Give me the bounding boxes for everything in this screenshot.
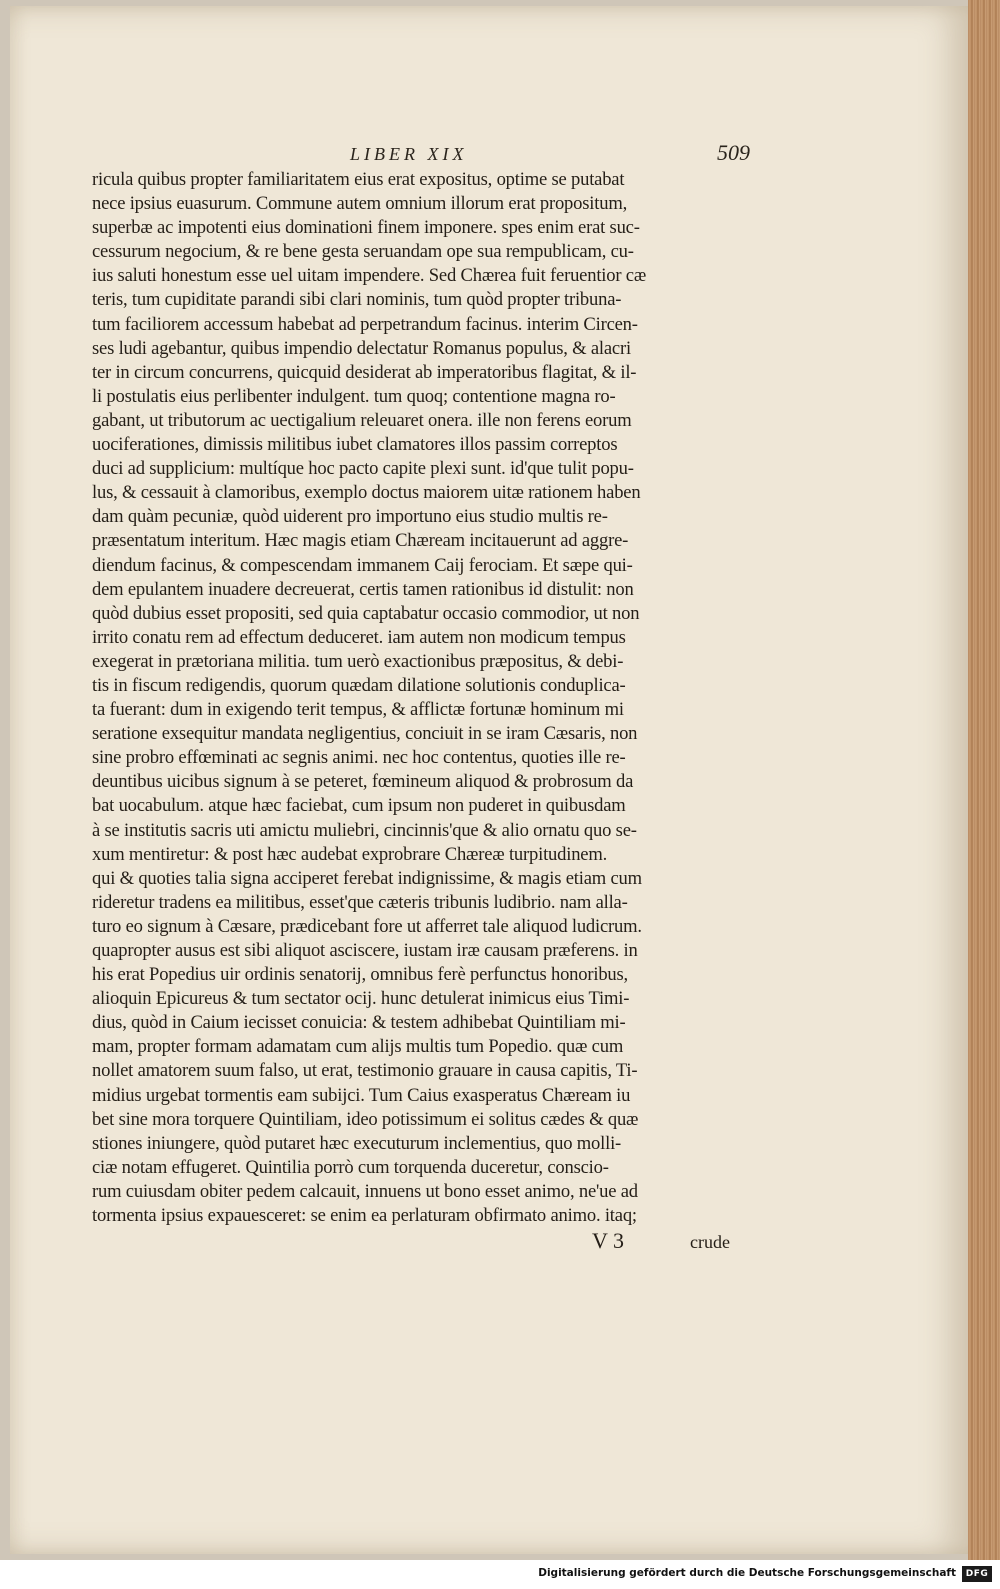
text-block <box>92 168 748 1228</box>
text-line: superbæ ac impotenti eius dominationi finem imponere. spes enim erat suc- <box>92 217 640 239</box>
text-line: ta fuerant: dum in exigendo terit tempus, & afflictæ fortunæ hominum mi <box>92 699 624 721</box>
text-line: nollet amatorem suum falso, ut erat, testimonio grauare in causa capitis, Ti- <box>92 1060 638 1082</box>
text-line: stiones iniungere, quòd putaret hæc executurum inclementius, quo molli- <box>92 1132 622 1154</box>
text-line: seratione exsequitur mandata negligentius, conciuit in se iram Cæsaris, non <box>92 723 638 745</box>
text-line: turo eo signum à Cæsare, prædicebant fore ut afferret tale aliquod ludicrum. <box>92 915 642 937</box>
text-line: his erat Popedius uir ordinis senatorij, omnibus ferè perfunctus honoribus, <box>92 964 629 986</box>
text-line: uociferationes, dimissis militibus iubet clamatores illos passim correptos <box>92 434 618 456</box>
text-line: tum faciliorem accessum habebat ad perpetrandum facinus. interim Circen- <box>92 313 638 335</box>
text-line: ter in circum concurrens, quicquid desiderat ab imperatoribus flagitat, & il- <box>92 361 637 383</box>
text-line: quapropter ausus est sibi aliquot asciscere, iustam iræ causam præferens. in <box>92 940 638 961</box>
text-line: dius, quòd in Caium iecisset conuicia: & testem adhibebat Quintiliam mi- <box>92 1012 626 1034</box>
text-line: ricula quibus propter familiaritatem eius erat expositus, optime se putabat <box>92 169 625 190</box>
text-line: exegerat in prætoriana militia. tum uerò exactionibus præpositus, & debi- <box>92 650 624 672</box>
text-line: qui & quoties talia signa acciperet ferebat indignissime, & magis etiam cum <box>92 867 642 889</box>
text-line: à se institutis sacris uti amictu muliebri, cincinnis'que & alio ornatu quo se- <box>92 819 637 841</box>
running-head: LIBER XIX <box>350 144 468 164</box>
text-line: teris, tum cupiditate parandi sibi clari nominis, tum quòd propter tribuna- <box>92 289 622 311</box>
text-line: tis in fiscum redigendis, quorum quædam dilatione solutionis conduplica- <box>92 674 626 696</box>
signature-mark: V 3 <box>592 1228 624 1253</box>
text-line: præsentatum interitum. Hæc magis etiam Chæream incitauerunt ad aggre- <box>92 530 629 552</box>
text-line: mam, propter formam adamatam cum alijs multis tum Popedio. quæ cum <box>92 1036 624 1058</box>
text-line: nece ipsius euasurum. Commune autem omnium illorum erat propositum, <box>92 193 628 215</box>
text-line: rideretur tradens ea militibus, esset'que cæteris tribunis ludibrio. nam alla- <box>92 891 628 913</box>
text-line: bat uocabulum. atque hæc faciebat, cum ipsum non puderet in quibusdam <box>92 795 626 817</box>
text-line: li postulatis eius perlibenter indulgent. tum quoq; contentione magna ro- <box>92 385 616 407</box>
text-line: lus, & cessauit à clamoribus, exemplo doctus maiorem uitæ rationem haben <box>92 482 641 504</box>
text-line: dem epulantem inuadere decreuerat, certis tamen rationibus id distulit: non <box>92 578 634 600</box>
book-page <box>10 6 968 1554</box>
text-line: duci ad supplicium: multíque hoc pacto capite plexi sunt. id'que tulit popu- <box>92 458 634 480</box>
text-line: alioquin Epicureus & tum sectator ocij. hunc detulerat inimicus eius Timi- <box>92 988 630 1010</box>
page-number: 509 <box>717 140 750 165</box>
text-line: bet sine mora torquere Quintiliam, ideo potissimum ei solitus cædes & quæ <box>92 1108 639 1130</box>
text-line: quòd dubius esset propositi, sed quia captabatur occasio commodior, ut non <box>92 602 640 624</box>
catchword: crude <box>690 1232 730 1252</box>
text-line: tormenta ipsius expauesceret: se enim ea perlaturam obfirmato animo. itaq; <box>92 1205 637 1227</box>
text-line: sine probro effœminati ac segnis animi. nec hoc contentus, quoties ille re- <box>92 747 626 769</box>
text-line: dam quàm pecuniæ, quòd uiderent pro importuno eius studio multis re- <box>92 506 608 528</box>
text-line: ses ludi agebantur, quibus impendio delectatur Romanus populus, & alacri <box>92 337 631 359</box>
text-line: ciæ notam effugeret. Quintilia porrò cum torquenda duceretur, conscio- <box>92 1156 609 1178</box>
text-line: gabant, ut tributorum ac uectigalium releuaret onera. ille non ferens eorum <box>92 409 632 431</box>
footer-bar <box>0 1560 1000 1589</box>
text-line: ius saluti honestum esse uel uitam impendere. Sed Chærea fuit feruentior cæ <box>92 265 647 287</box>
dfg-logo: DFG <box>962 1566 992 1582</box>
text-line: xum mentiretur: & post hæc audebat exprobrare Chæreæ turpitudinem. <box>92 843 608 865</box>
book-page-edge <box>968 0 1000 1560</box>
text-line: deuntibus uicibus signum à se peteret, fœmineum aliquod & probrosum da <box>92 771 634 793</box>
text-line: rum cuiusdam obiter pedem calcauit, innuens ut bono esset animo, ne'ue ad <box>92 1180 638 1202</box>
text-line: diendum facinus, & compescendam immanem Caij ferociam. Et sæpe qui- <box>92 554 633 576</box>
text-line: irrito conatu rem ad effectum deduceret. iam autem non modicum tempus <box>92 626 626 648</box>
text-line: cessurum negocium, & re bene gesta seruandam ope sua rempublicam, cu- <box>92 241 634 263</box>
funding-credit: Digitalisierung gefördert durch die Deutsche Forschungsgemeinschaft <box>538 1567 956 1579</box>
text-line: midius urgebat tormentis eam subijci. Tum Caius exasperatus Chæream iu <box>92 1084 631 1106</box>
